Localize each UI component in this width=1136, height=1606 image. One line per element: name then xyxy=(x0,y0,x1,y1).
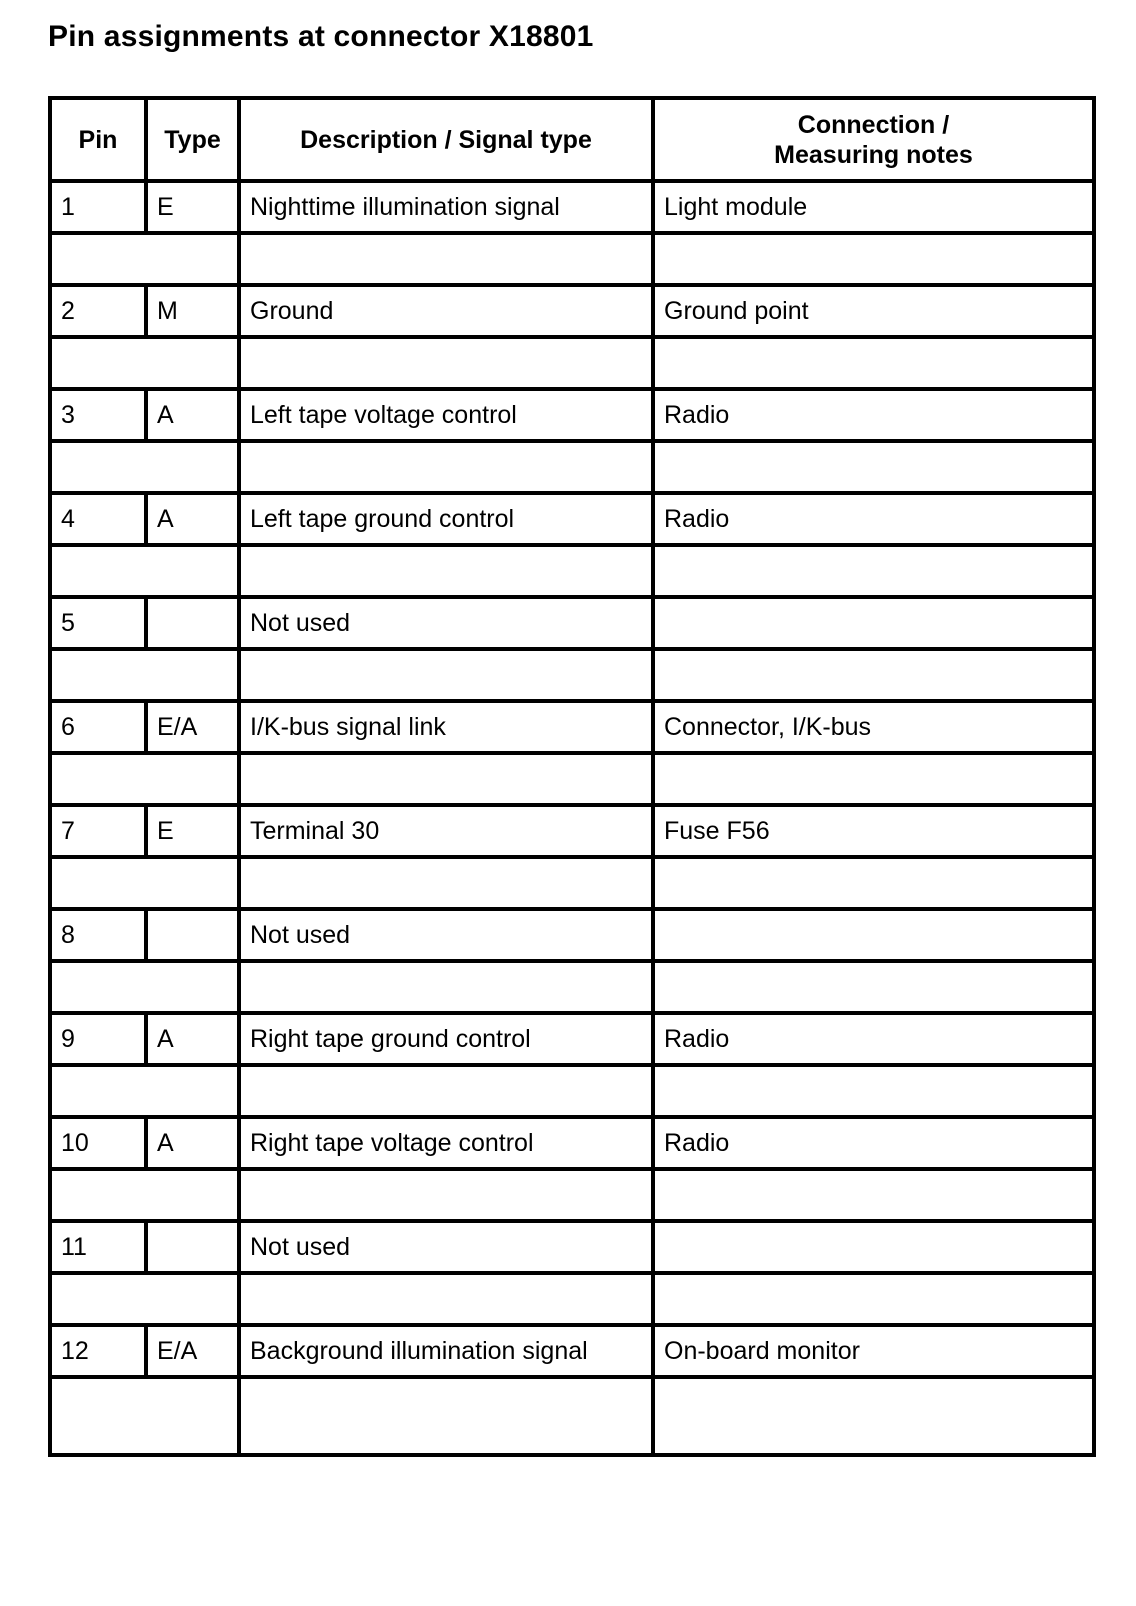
pin-number: 6 xyxy=(50,701,146,753)
spacer-cell xyxy=(239,1377,653,1455)
spacer-cell xyxy=(50,233,239,285)
pin-number: 12 xyxy=(50,1325,146,1377)
pin-row xyxy=(50,493,1094,545)
spacer-cell xyxy=(653,1065,1094,1117)
pin-number: 9 xyxy=(50,1013,146,1065)
spacer-cell xyxy=(239,857,653,909)
pin-type: E xyxy=(146,181,239,233)
pin-description: Background illumination signal xyxy=(239,1325,653,1377)
pin-description: Not used xyxy=(239,909,653,961)
pin-number: 7 xyxy=(50,805,146,857)
pin-type: A xyxy=(146,1013,239,1065)
pin-number: 2 xyxy=(50,285,146,337)
spacer-cell xyxy=(50,753,239,805)
pin-connection: Radio xyxy=(653,1117,1094,1169)
pin-type xyxy=(146,597,239,649)
spacer-cell xyxy=(50,1377,239,1455)
pin-row xyxy=(50,1013,1094,1065)
pin-connection: Radio xyxy=(653,493,1094,545)
spacer-row xyxy=(50,1169,1094,1221)
spacer-row xyxy=(50,1065,1094,1117)
spacer-cell xyxy=(239,545,653,597)
pin-row xyxy=(50,1221,1094,1273)
spacer-row xyxy=(50,1273,1094,1325)
spacer-cell xyxy=(239,1273,653,1325)
spacer-cell xyxy=(50,1169,239,1221)
pin-description: Left tape voltage control xyxy=(239,389,653,441)
spacer-cell xyxy=(50,1065,239,1117)
spacer-cell xyxy=(239,753,653,805)
pin-type: M xyxy=(146,285,239,337)
pin-description: Nighttime illumination signal xyxy=(239,181,653,233)
pin-connection: Fuse F56 xyxy=(653,805,1094,857)
header-description: Description / Signal type xyxy=(239,98,653,181)
pin-row xyxy=(50,597,1094,649)
spacer-cell xyxy=(653,649,1094,701)
pin-type: E/A xyxy=(146,1325,239,1377)
pin-type xyxy=(146,1221,239,1273)
spacer-cell xyxy=(50,545,239,597)
spacer-row xyxy=(50,337,1094,389)
pin-description: I/K-bus signal link xyxy=(239,701,653,753)
header-connection xyxy=(653,98,1094,181)
pin-row xyxy=(50,909,1094,961)
pin-type xyxy=(146,909,239,961)
spacer-row xyxy=(50,753,1094,805)
pin-description: Right tape voltage control xyxy=(239,1117,653,1169)
pin-connection: On-board monitor xyxy=(653,1325,1094,1377)
pin-connection: Connector, I/K-bus xyxy=(653,701,1094,753)
spacer-cell xyxy=(653,1169,1094,1221)
pin-type: A xyxy=(146,493,239,545)
pin-type: E/A xyxy=(146,701,239,753)
pin-number: 8 xyxy=(50,909,146,961)
pin-number: 5 xyxy=(50,597,146,649)
pin-number: 11 xyxy=(50,1221,146,1273)
spacer-cell xyxy=(653,545,1094,597)
pin-description: Not used xyxy=(239,1221,653,1273)
spacer-row xyxy=(50,857,1094,909)
pin-connection xyxy=(653,597,1094,649)
spacer-cell xyxy=(239,233,653,285)
spacer-cell xyxy=(239,441,653,493)
pin-connection: Ground point xyxy=(653,285,1094,337)
spacer-cell xyxy=(239,961,653,1013)
pin-number: 10 xyxy=(50,1117,146,1169)
header-connection-line1: Connection / xyxy=(797,110,950,139)
pin-row xyxy=(50,1325,1094,1377)
pin-assignment-table xyxy=(48,96,1096,1457)
spacer-cell xyxy=(653,1377,1094,1455)
spacer-row xyxy=(50,1377,1094,1455)
header-row xyxy=(50,98,1094,181)
spacer-cell xyxy=(239,1065,653,1117)
spacer-row xyxy=(50,961,1094,1013)
pin-row xyxy=(50,389,1094,441)
header-connection-line2: Measuring notes xyxy=(774,140,973,169)
spacer-row xyxy=(50,649,1094,701)
spacer-cell xyxy=(50,961,239,1013)
pin-number: 3 xyxy=(50,389,146,441)
spacer-cell xyxy=(653,961,1094,1013)
spacer-cell xyxy=(50,649,239,701)
spacer-cell xyxy=(239,649,653,701)
header-pin: Pin xyxy=(50,98,146,181)
spacer-row xyxy=(50,233,1094,285)
pin-type: A xyxy=(146,389,239,441)
spacer-row xyxy=(50,441,1094,493)
spacer-row xyxy=(50,545,1094,597)
page-title: Pin assignments at connector X18801 xyxy=(48,20,594,53)
pin-row xyxy=(50,701,1094,753)
pin-row xyxy=(50,285,1094,337)
spacer-cell xyxy=(653,233,1094,285)
header-type: Type xyxy=(146,98,239,181)
pin-description: Left tape ground control xyxy=(239,493,653,545)
pin-description: Right tape ground control xyxy=(239,1013,653,1065)
pin-type: A xyxy=(146,1117,239,1169)
spacer-cell xyxy=(653,753,1094,805)
pin-row xyxy=(50,181,1094,233)
pin-description: Not used xyxy=(239,597,653,649)
pin-connection xyxy=(653,1221,1094,1273)
spacer-cell xyxy=(50,337,239,389)
pin-row xyxy=(50,1117,1094,1169)
spacer-cell xyxy=(653,337,1094,389)
spacer-cell xyxy=(239,1169,653,1221)
pin-description: Ground xyxy=(239,285,653,337)
spacer-cell xyxy=(50,441,239,493)
pin-number: 4 xyxy=(50,493,146,545)
spacer-cell xyxy=(239,337,653,389)
spacer-cell xyxy=(653,1273,1094,1325)
pin-type: E xyxy=(146,805,239,857)
pin-row xyxy=(50,805,1094,857)
spacer-cell xyxy=(653,857,1094,909)
pin-description: Terminal 30 xyxy=(239,805,653,857)
spacer-cell xyxy=(653,441,1094,493)
pin-number: 1 xyxy=(50,181,146,233)
spacer-cell xyxy=(50,1273,239,1325)
spacer-cell xyxy=(50,857,239,909)
pin-connection xyxy=(653,909,1094,961)
pin-connection: Radio xyxy=(653,1013,1094,1065)
pin-connection: Radio xyxy=(653,389,1094,441)
pin-connection: Light module xyxy=(653,181,1094,233)
